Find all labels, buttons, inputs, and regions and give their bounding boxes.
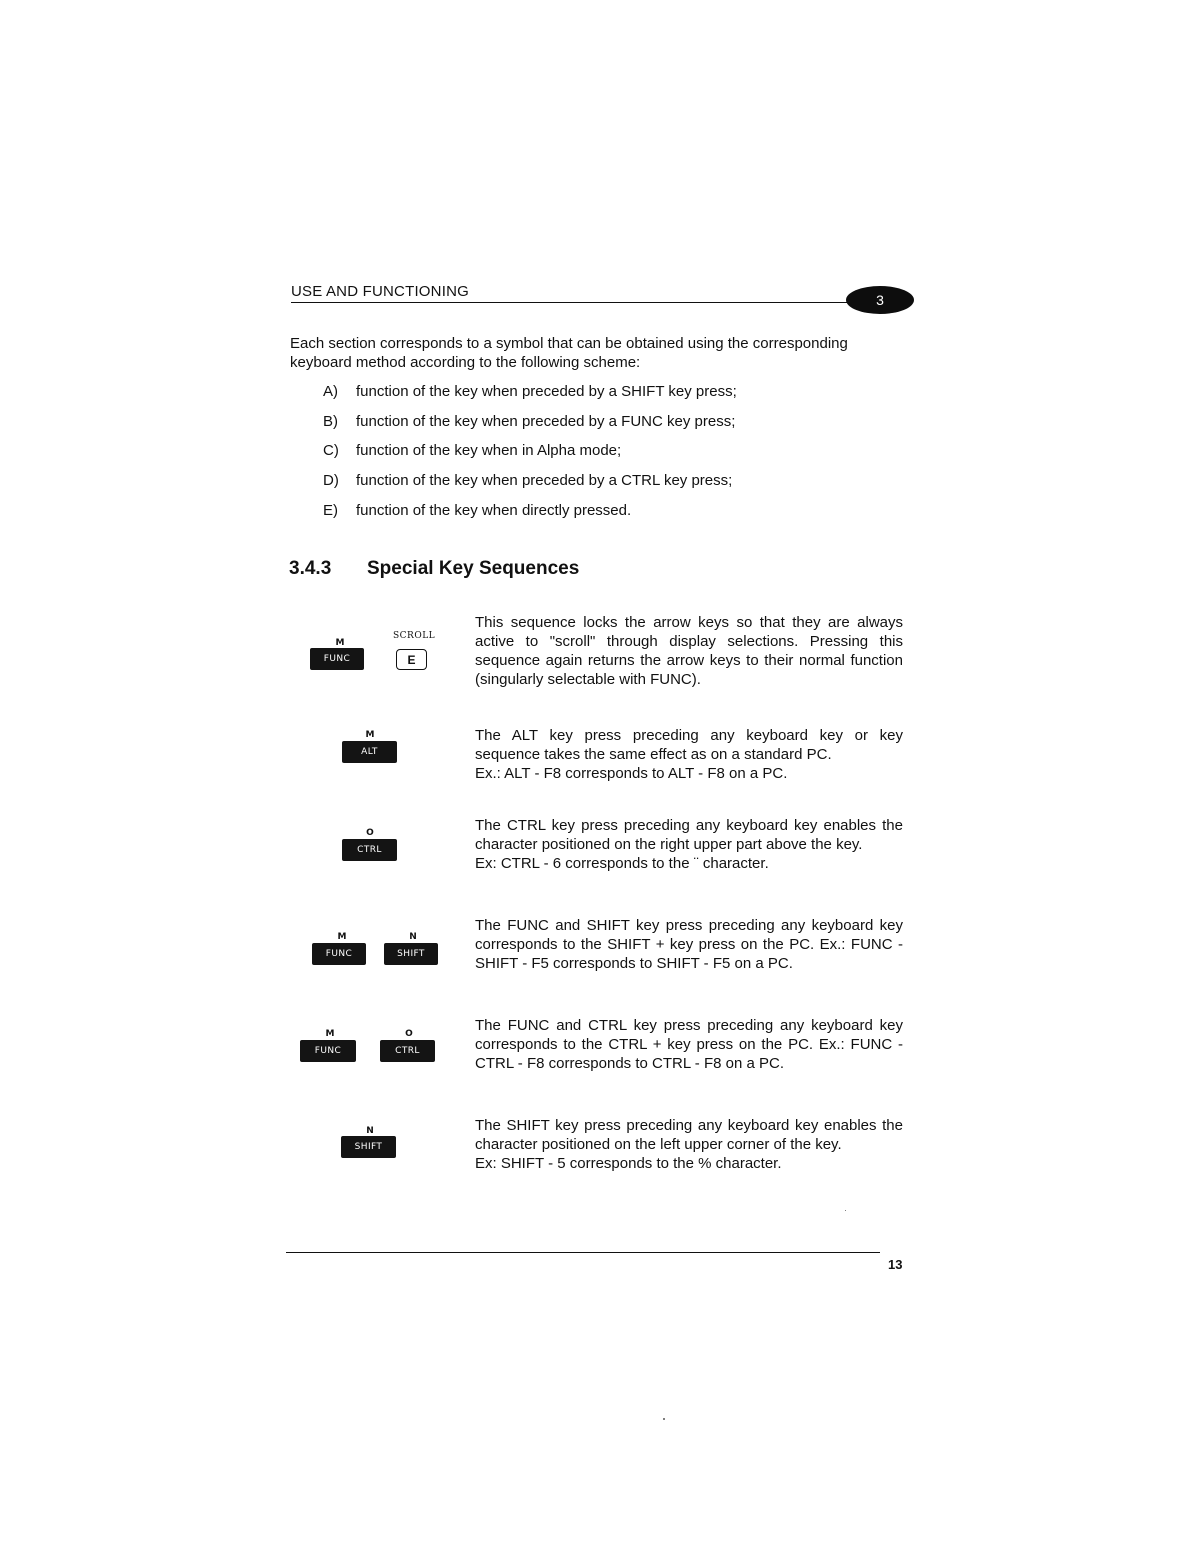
scheme-letter: D) bbox=[323, 472, 339, 490]
ctrl-key: CTRL bbox=[342, 839, 397, 861]
ctrl-key: CTRL bbox=[380, 1040, 435, 1062]
sequence-description-scroll bbox=[475, 613, 903, 689]
sequence-description-shift bbox=[475, 1116, 903, 1173]
shift-key: SHIFT bbox=[384, 943, 438, 965]
header-rule bbox=[291, 302, 861, 303]
scheme-text: function of the key when preceded by a FUNC key press; bbox=[356, 412, 736, 430]
description-text: The FUNC and SHIFT key press preceding any keyboard key corresponds to the SHIFT + key press on the PC. Ex.: FUNC - SHIFT - F5 corresponds to SHIFT - F5 on a PC. bbox=[475, 917, 903, 972]
page-number: 13 bbox=[888, 1257, 903, 1272]
scheme-letter: C) bbox=[323, 442, 339, 460]
scroll-label: SCROLL bbox=[393, 631, 436, 641]
scheme-letter: A) bbox=[323, 383, 338, 400]
func-key: FUNC bbox=[312, 943, 366, 965]
key-mark-o: O bbox=[366, 828, 374, 838]
scheme-letter: E) bbox=[323, 501, 338, 519]
sequence-description-alt bbox=[475, 726, 903, 783]
sequence-description-func-ctrl bbox=[475, 1016, 903, 1073]
description-text: The CTRL key press preceding any keyboard key enables the character positioned on the right upper part above the key. bbox=[475, 817, 903, 853]
section-title: Special Key Sequences bbox=[367, 558, 580, 579]
key-mark-m: M bbox=[325, 1029, 335, 1039]
chapter-badge: 3 bbox=[846, 286, 914, 314]
key-mark-m: M bbox=[335, 638, 345, 648]
section-number: 3.4.3 bbox=[289, 558, 332, 579]
intro-paragraph: Each section corresponds to a symbol that can be obtained using the corresponding keyboard method according to the following scheme: bbox=[290, 335, 848, 371]
scheme-text: function of the key when preceded by a SHIFT key press; bbox=[356, 383, 737, 400]
key-mark-o: O bbox=[405, 1029, 413, 1039]
footer-rule bbox=[286, 1252, 880, 1253]
shift-key: SHIFT bbox=[341, 1136, 396, 1158]
sequence-description-ctrl bbox=[475, 816, 903, 873]
description-text: The SHIFT key press preceding any keyboard key enables the character positioned on the left upper corner of the key. bbox=[475, 1117, 903, 1153]
description-example: Ex: SHIFT - 5 corresponds to the % character. bbox=[475, 1155, 782, 1172]
func-key: FUNC bbox=[300, 1040, 356, 1062]
alt-key: ALT bbox=[342, 741, 397, 763]
description-text: The FUNC and CTRL key press preceding any keyboard key corresponds to the CTRL + key press on the PC. Ex.: FUNC - CTRL - F8 corresponds to CTRL - F8 on a PC. bbox=[475, 1017, 903, 1072]
description-example: Ex: CTRL - 6 corresponds to the ¨ character. bbox=[475, 855, 769, 872]
description-text: The ALT key press preceding any keyboard key or key sequence takes the same effect as on a standard PC. bbox=[475, 727, 903, 763]
e-key: E bbox=[396, 649, 427, 670]
func-key: FUNC bbox=[310, 648, 364, 670]
scan-speck bbox=[663, 1418, 665, 1420]
running-header: USE AND FUNCTIONING bbox=[291, 283, 469, 300]
scan-speck bbox=[845, 1210, 846, 1211]
description-example: Ex.: ALT - F8 corresponds to ALT - F8 on a PC. bbox=[475, 765, 788, 782]
scheme-text: function of the key when directly pressed. bbox=[356, 501, 632, 519]
sequence-description-func-shift bbox=[475, 916, 903, 973]
scheme-text: function of the key when in Alpha mode; bbox=[356, 442, 622, 460]
scheme-text: function of the key when preceded by a CTRL key press; bbox=[356, 472, 733, 490]
key-mark-m: M bbox=[365, 730, 375, 740]
key-mark-m: M bbox=[337, 932, 347, 942]
description-text: This sequence locks the arrow keys so that they are always active to "scroll" through display selections. Pressing this sequence again returns the arrow keys to their normal function (singularly selectable with FUNC). bbox=[475, 614, 903, 688]
scheme-letter: B) bbox=[323, 412, 338, 430]
key-mark-n: N bbox=[366, 1126, 374, 1136]
key-mark-n: N bbox=[409, 932, 417, 942]
